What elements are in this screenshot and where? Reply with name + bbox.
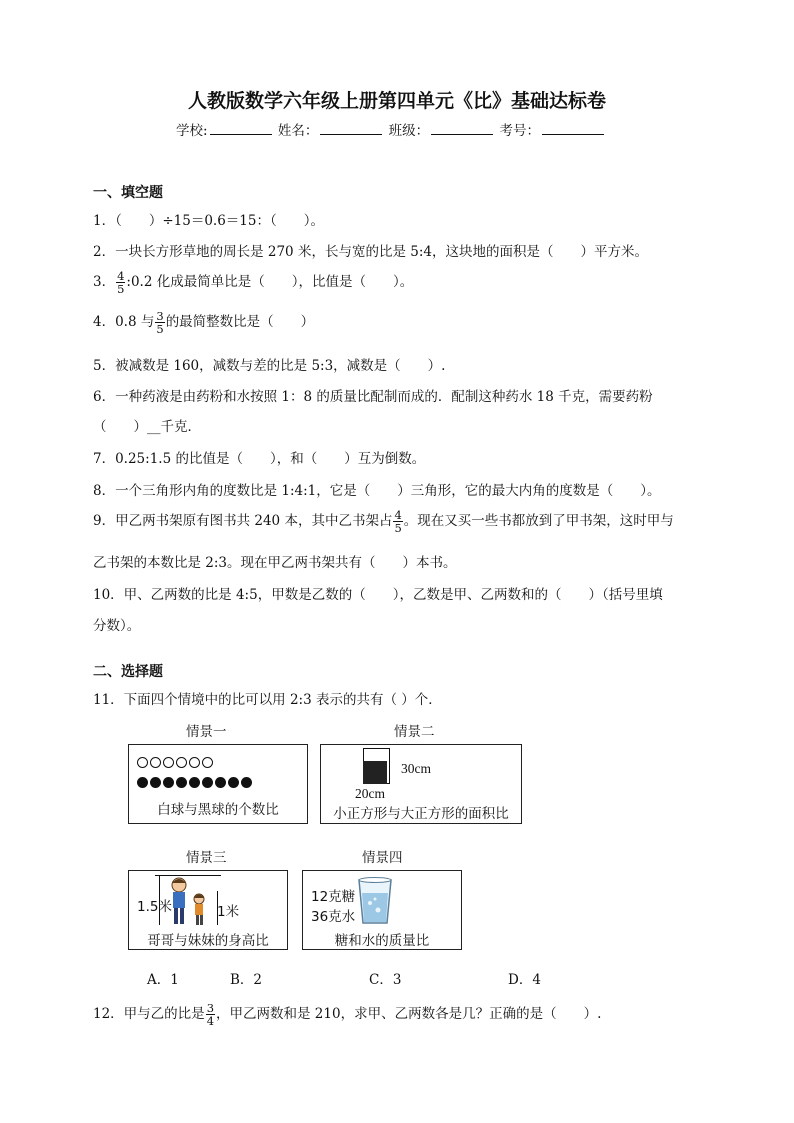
question-7: 7．0.25:1.5 的比值是（ ），和（ ）互为倒数。 [93, 451, 426, 467]
white-ball [202, 757, 213, 768]
question-11: 11．下面四个情境中的比可以用 2:3 表示的共有（ ）个． [93, 692, 442, 708]
label-30cm: 30cm [401, 761, 431, 776]
label-1m: 1米 [217, 904, 240, 920]
question-10-line1: 10．甲、乙两数的比是 4:5，甲数是乙数的（ ），乙数是甲、乙两数和的（ ）（括号里填 [93, 587, 663, 603]
scene4-title: 情景四 [362, 850, 403, 866]
black-balls [137, 773, 254, 792]
black-ball [163, 777, 174, 788]
black-ball [189, 777, 200, 788]
exam-no-blank[interactable] [542, 122, 604, 135]
option-a[interactable]: A．1 [147, 972, 179, 988]
question-9-line1: 9．甲乙两书架原有图书共 240 本，其中乙书架占 $\frac{4}{5}$ 。现在又买一些书都放到了甲书架，这时甲与 [93, 508, 674, 535]
option-d[interactable]: D．4 [508, 972, 541, 988]
fraction: $\frac{4}{5}$ [117, 269, 125, 296]
white-ball [163, 757, 174, 768]
black-ball [137, 777, 148, 788]
black-ball [228, 777, 239, 788]
scene3-box [128, 870, 288, 950]
white-ball [150, 757, 161, 768]
question-6-line1: 6．一种药液是由药粉和水按照 1：8 的质量比配制而成的．配制这种药水 18 千克，需要药粉 [93, 389, 653, 405]
question-4: 4．0.8 与 $\frac{3}{5}$ 的最简整数比是（ ） [93, 309, 315, 336]
label-1-5m: 1.5米 [137, 899, 172, 915]
option-c[interactable]: C．3 [369, 972, 402, 988]
question-12: 12．甲与乙的比是 $\frac{3}{4}$ ，甲乙两数和是 210，求甲、乙两数各是几？正确的是（ ）. [93, 1001, 602, 1028]
section-heading-fill: 一、填空题 [93, 185, 163, 201]
question-2: 2．一块长方形草地的周长是 270 米，长与宽的比是 5:4，这块地的面积是（ ）平方米。 [93, 244, 648, 260]
scene2-caption: 小正方形与大正方形的面积比 [333, 806, 509, 822]
brother-sister-icon [167, 875, 209, 927]
white-ball [176, 757, 187, 768]
school-blank[interactable] [210, 122, 272, 135]
black-ball [176, 777, 187, 788]
question-10-line2: 分数）。 [93, 618, 141, 634]
page-title: 人教版数学六年级上册第四单元《比》基础达标卷 [187, 90, 606, 112]
scene2-box [320, 744, 522, 824]
small-square [363, 761, 387, 784]
school-label: 学校: [176, 123, 208, 139]
scene3-title: 情景三 [186, 850, 227, 866]
section-heading-choice: 二、选择题 [93, 664, 163, 680]
option-b[interactable]: B．2 [230, 972, 263, 988]
scene1-box [128, 744, 308, 824]
exam-no-label: 考号： [499, 123, 540, 139]
fraction: $\frac{4}{5}$ [394, 508, 402, 535]
label-20cm: 20cm [355, 786, 385, 801]
white-ball [137, 757, 148, 768]
scene3-caption: 哥哥与妹妹的身高比 [147, 933, 269, 949]
question-8: 8．一个三角形内角的度数比是 1:4:1，它是（ ）三角形，它的最大内角的度数是（ ）。 [93, 483, 661, 499]
name-label: 姓名： [277, 123, 319, 139]
student-info-line [176, 119, 606, 139]
name-blank[interactable] [320, 122, 382, 135]
sugar-label: 12克糖 [311, 889, 356, 905]
scene1-caption: 白球与黑球的个数比 [157, 802, 279, 818]
question-9-line2: 乙书架的本数比是 2:3。现在甲乙两书架共有（ ）本书。 [93, 555, 457, 571]
white-ball [189, 757, 200, 768]
black-ball [241, 777, 252, 788]
question-5: 5．被减数是 160，减数与差的比是 5:3，减数是（ ）. [93, 358, 446, 374]
scene2-title: 情景二 [394, 724, 435, 740]
scene4-box [302, 870, 462, 950]
fraction: $\frac{3}{5}$ [156, 309, 164, 336]
scene1-title: 情景一 [186, 724, 227, 740]
scene4-caption: 糖和水的质量比 [334, 933, 430, 949]
class-label: 班级： [388, 123, 430, 139]
class-blank[interactable] [431, 122, 493, 135]
water-glass-icon [357, 877, 393, 925]
white-balls [137, 753, 215, 772]
question-1: 1．（ ）÷15＝0.6＝15：（ ）。 [93, 213, 324, 229]
black-ball [215, 777, 226, 788]
black-ball [150, 777, 161, 788]
fraction: $\frac{3}{4}$ [206, 1001, 215, 1028]
question-6-line2: （ ）__千克． [93, 419, 201, 435]
water-label: 36克水 [311, 909, 356, 925]
question-3: 3． $\frac{4}{5}$ :0.2 化成最简单比是（ ），比值是（ ）。 [93, 269, 414, 296]
black-ball [202, 777, 213, 788]
